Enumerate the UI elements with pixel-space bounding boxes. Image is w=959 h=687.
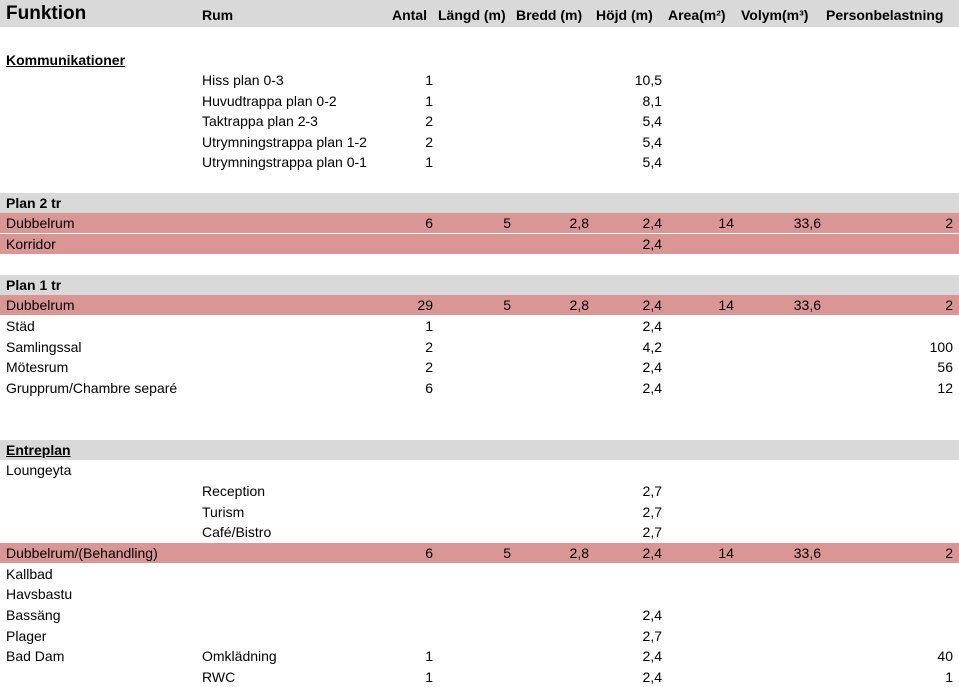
cell-rum: Utrymningstrappa plan 0-1 — [202, 154, 367, 170]
cell-personbelastning: 2 — [945, 545, 953, 561]
cell-hojd: 2,4 — [642, 607, 662, 623]
table-row — [0, 316, 959, 336]
table-row — [0, 357, 959, 377]
cell-antal: 2 — [425, 339, 433, 355]
cell-personbelastning: 1 — [945, 669, 953, 685]
cell-antal: 29 — [417, 297, 433, 313]
cell-hojd: 10,5 — [634, 72, 662, 88]
cell-antal: 6 — [425, 215, 433, 231]
cell-antal: 6 — [425, 545, 433, 561]
cell-rum: RWC — [202, 669, 236, 685]
cell-antal: 1 — [425, 72, 433, 88]
cell-funktion: Grupprum/Chambre separé — [6, 380, 178, 396]
column-header-antal: Antal — [392, 7, 427, 23]
cell-langd: 5 — [503, 297, 511, 313]
cell-funktion: Bad Dam — [6, 648, 65, 664]
header-row — [0, 0, 959, 27]
cell-antal: 1 — [425, 669, 433, 685]
table-row — [0, 584, 959, 604]
table-row — [0, 564, 959, 584]
cell-funktion: Städ — [6, 318, 35, 334]
cell-funktion: Havsbastu — [6, 586, 73, 602]
cell-rum: Café/Bistro — [202, 524, 272, 540]
table-row — [0, 132, 959, 152]
cell-hojd: 2,4 — [642, 318, 662, 334]
cell-funktion: Kommunikationer — [6, 52, 126, 68]
cell-antal: 2 — [425, 134, 433, 150]
table-row — [0, 378, 959, 398]
cell-hojd: 2,4 — [642, 545, 662, 561]
table-row — [0, 337, 959, 357]
cell-funktion: Loungeyta — [6, 462, 72, 478]
cell-volym: 33,6 — [793, 215, 821, 231]
cell-rum: Utrymningstrappa plan 1-2 — [202, 134, 367, 150]
table-row — [0, 605, 959, 625]
table-row — [0, 460, 959, 480]
cell-funktion: Dubbelrum/(Behandling) — [6, 545, 158, 561]
cell-antal: 6 — [425, 380, 433, 396]
cell-hojd: 5,4 — [642, 113, 662, 129]
cell-hojd: 5,4 — [642, 154, 662, 170]
table-row — [0, 193, 959, 213]
cell-rum: Hiss plan 0-3 — [202, 72, 284, 88]
cell-hojd: 2,4 — [642, 669, 662, 685]
cell-volym: 33,6 — [793, 545, 821, 561]
cell-funktion: Kallbad — [6, 566, 53, 582]
cell-hojd: 2,4 — [642, 359, 662, 375]
cell-antal: 1 — [425, 318, 433, 334]
table-row — [0, 275, 959, 295]
cell-personbelastning: 2 — [945, 297, 953, 313]
table-row — [0, 440, 959, 460]
cell-funktion: Plager — [6, 628, 47, 644]
column-header-rum: Rum — [202, 7, 234, 23]
cell-funktion: Entreplan — [6, 442, 71, 458]
table-row — [0, 502, 959, 522]
cell-funktion: Mötesrum — [6, 359, 69, 375]
cell-hojd: 2,7 — [642, 628, 662, 644]
cell-langd: 5 — [503, 215, 511, 231]
cell-funktion: Dubbelrum — [6, 297, 75, 313]
cell-personbelastning: 100 — [929, 339, 953, 355]
table-row — [0, 50, 959, 70]
cell-funktion: Plan 2 tr — [6, 195, 62, 211]
cell-hojd: 2,4 — [642, 236, 662, 252]
cell-hojd: 2,4 — [642, 648, 662, 664]
cell-hojd: 2,4 — [642, 215, 662, 231]
table-row — [0, 234, 959, 254]
cell-personbelastning: 40 — [937, 648, 953, 664]
cell-antal: 1 — [425, 648, 433, 664]
cell-hojd: 2,4 — [642, 380, 662, 396]
table-row — [0, 295, 959, 315]
cell-antal: 1 — [425, 154, 433, 170]
table-row — [0, 70, 959, 90]
table-row — [0, 646, 959, 666]
table-row — [0, 626, 959, 646]
column-header-personbelastning: Personbelastning — [826, 7, 944, 23]
cell-funktion: Bassäng — [6, 607, 61, 623]
cell-funktion: Korridor — [6, 236, 56, 252]
cell-hojd: 2,7 — [642, 483, 662, 499]
cell-area: 14 — [718, 297, 734, 313]
cell-langd: 5 — [503, 545, 511, 561]
cell-hojd: 2,7 — [642, 504, 662, 520]
cell-rum: Reception — [202, 483, 266, 499]
table-row — [0, 152, 959, 172]
cell-hojd: 2,4 — [642, 297, 662, 313]
cell-rum: Huvudtrappa plan 0-2 — [202, 93, 337, 109]
cell-funktion: Dubbelrum — [6, 215, 75, 231]
cell-personbelastning: 2 — [945, 215, 953, 231]
table-row — [0, 667, 959, 687]
column-header-area: Area(m²) — [668, 7, 726, 23]
column-header-bredd: Bredd (m) — [516, 7, 583, 23]
cell-bredd: 2,8 — [569, 297, 589, 313]
column-header-volym: Volym(m³) — [741, 7, 809, 23]
cell-personbelastning: 56 — [937, 359, 953, 375]
cell-volym: 33,6 — [793, 297, 821, 313]
cell-rum: Omklädning — [202, 648, 277, 664]
column-header-hojd: Höjd (m) — [596, 7, 653, 23]
cell-bredd: 2,8 — [569, 545, 589, 561]
table-row — [0, 111, 959, 131]
cell-personbelastning: 12 — [937, 380, 953, 396]
cell-antal: 1 — [425, 93, 433, 109]
cell-area: 14 — [718, 215, 734, 231]
cell-hojd: 8,1 — [642, 93, 662, 109]
cell-funktion: Plan 1 tr — [6, 277, 62, 293]
table-row — [0, 522, 959, 542]
column-header-langd: Längd (m) — [438, 7, 506, 23]
cell-funktion: Samlingssal — [6, 339, 82, 355]
cell-hojd: 2,7 — [642, 524, 662, 540]
table-row — [0, 543, 959, 563]
cell-bredd: 2,8 — [569, 215, 589, 231]
table-row — [0, 213, 959, 233]
cell-hojd: 4,2 — [642, 339, 662, 355]
cell-rum: Taktrappa plan 2-3 — [202, 113, 318, 129]
cell-antal: 2 — [425, 359, 433, 375]
table-row — [0, 91, 959, 111]
cell-area: 14 — [718, 545, 734, 561]
cell-hojd: 5,4 — [642, 134, 662, 150]
cell-antal: 2 — [425, 113, 433, 129]
column-header-funktion: Funktion — [6, 3, 87, 24]
cell-rum: Turism — [202, 504, 245, 520]
table-row — [0, 481, 959, 501]
